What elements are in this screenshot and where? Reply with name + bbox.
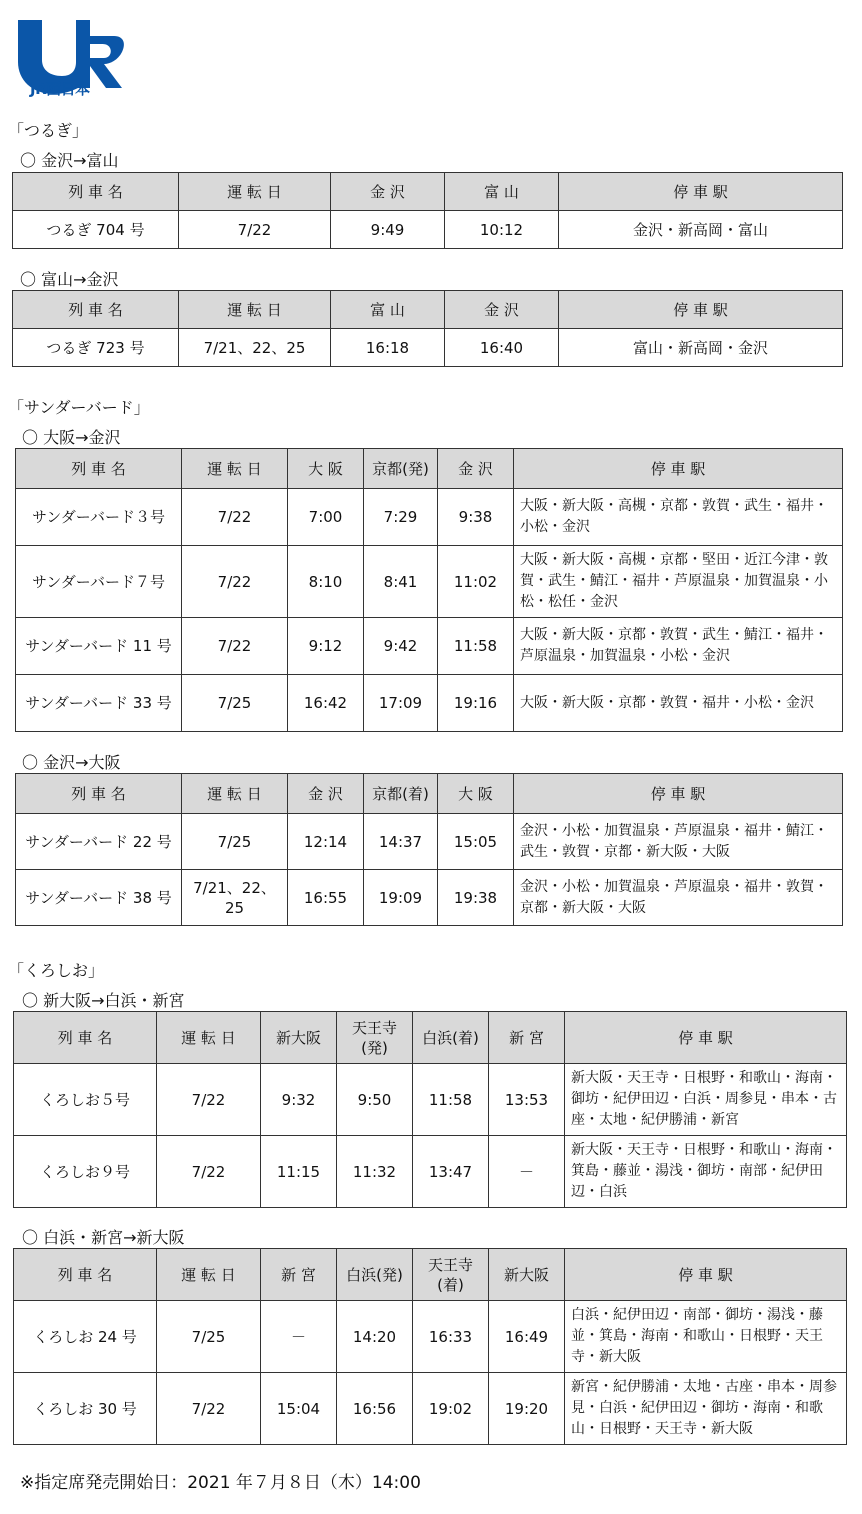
stops: 大阪・新大阪・京都・敦賀・福井・小松・金沢 [514, 675, 843, 732]
stops: 金沢・新高岡・富山 [559, 211, 843, 249]
operation-date: 7/22 [157, 1064, 261, 1136]
train-name: サンダーバード７号 [16, 546, 182, 618]
time: 19:16 [438, 675, 514, 732]
table-row [16, 675, 843, 732]
header-station: 金 沢 [331, 173, 445, 211]
header-operation-date: 運 転 日 [157, 1012, 261, 1064]
table-row [14, 1064, 847, 1136]
time: 11:58 [438, 618, 514, 675]
timetable-tsurugi-toyama-kanazawa [12, 290, 843, 367]
train-name: くろしお 30 号 [14, 1373, 157, 1445]
time: 10:12 [445, 211, 559, 249]
header-train-name: 列 車 名 [13, 291, 179, 329]
header-station: 富 山 [331, 291, 445, 329]
time: 17:09 [364, 675, 438, 732]
header-station: 金 沢 [438, 449, 514, 489]
header-stops: 停 車 駅 [565, 1012, 847, 1064]
operation-date: 7/22 [157, 1373, 261, 1445]
section-title-kuroshio: 「くろしお」 [8, 961, 105, 980]
timetable-thunderbird-kanazawa-osaka [15, 773, 843, 926]
train-name: くろしお９号 [14, 1136, 157, 1208]
time: 9:38 [438, 489, 514, 546]
timetable-thunderbird-osaka-kanazawa [15, 448, 843, 732]
operation-date: 7/25 [157, 1301, 261, 1373]
time: 14:37 [364, 814, 438, 870]
subtitle-toyama-kanazawa: 〇 富山→金沢 [20, 270, 119, 289]
header-station: 天王寺(発) [337, 1012, 413, 1064]
header-station: 大 阪 [288, 449, 364, 489]
time: 16:33 [413, 1301, 489, 1373]
operation-date: 7/22 [157, 1136, 261, 1208]
header-station: 京都(発) [364, 449, 438, 489]
time: 14:20 [337, 1301, 413, 1373]
operation-date: 7/22 [182, 618, 288, 675]
stops: 大阪・新大阪・高槻・京都・敦賀・武生・福井・小松・金沢 [514, 489, 843, 546]
header-station: 金 沢 [288, 774, 364, 814]
section-title-thunderbird: 「サンダーバード」 [8, 398, 150, 417]
train-name: サンダーバード３号 [16, 489, 182, 546]
time: 16:55 [288, 870, 364, 926]
operation-date: 7/22 [182, 489, 288, 546]
stops: 新大阪・天王寺・日根野・和歌山・海南・箕島・藤並・湯浅・御坊・南部・紀伊田辺・白浜 [565, 1136, 847, 1208]
header-station: 白浜(着) [413, 1012, 489, 1064]
table-row [16, 546, 843, 618]
timetable-kuroshio-shirahama-shinosaka [13, 1248, 847, 1445]
header-station: 新大阪 [261, 1012, 337, 1064]
train-name: サンダーバード 11 号 [16, 618, 182, 675]
time: 16:18 [331, 329, 445, 367]
time: － [261, 1301, 337, 1373]
header-station: 京都(着) [364, 774, 438, 814]
operation-date: 7/25 [182, 814, 288, 870]
section-title-tsurugi: 「つるぎ」 [8, 121, 89, 140]
timetable-tsurugi-kanazawa-toyama [12, 172, 843, 249]
header-train-name: 列 車 名 [14, 1249, 157, 1301]
table-row [13, 211, 843, 249]
header-operation-date: 運 転 日 [157, 1249, 261, 1301]
table-row [16, 618, 843, 675]
time: 15:05 [438, 814, 514, 870]
time: 7:29 [364, 489, 438, 546]
time: 19:09 [364, 870, 438, 926]
time: 19:20 [489, 1373, 565, 1445]
subtitle-kanazawa-osaka: 〇 金沢→大阪 [22, 753, 121, 772]
header-stops: 停 車 駅 [514, 449, 843, 489]
time: 7:00 [288, 489, 364, 546]
table-row [16, 870, 843, 926]
header-train-name: 列 車 名 [13, 173, 179, 211]
header-stops: 停 車 駅 [565, 1249, 847, 1301]
time: 16:40 [445, 329, 559, 367]
header-station: 富 山 [445, 173, 559, 211]
table-row [16, 489, 843, 546]
operation-date: 7/21、22、25 [182, 870, 288, 926]
header-train-name: 列 車 名 [14, 1012, 157, 1064]
operation-date: 7/22 [179, 211, 331, 249]
header-station: 大 阪 [438, 774, 514, 814]
header-operation-date: 運 転 日 [179, 291, 331, 329]
operation-date: 7/25 [182, 675, 288, 732]
header-station: 新大阪 [489, 1249, 565, 1301]
stops: 金沢・小松・加賀温泉・芦原温泉・福井・敦賀・京都・新大阪・大阪 [514, 870, 843, 926]
logo-wordmark: JR西日本 [30, 80, 90, 98]
subtitle-kanazawa-toyama: 〇 金沢→富山 [20, 151, 119, 170]
train-name: つるぎ 704 号 [13, 211, 179, 249]
time: 16:42 [288, 675, 364, 732]
reservation-start-note: ※指定席発売開始日：2021 年７月８日（木）14:00 [20, 1473, 421, 1493]
table-row [14, 1136, 847, 1208]
header-operation-date: 運 転 日 [182, 774, 288, 814]
operation-date: 7/21、22、25 [179, 329, 331, 367]
time: 15:04 [261, 1373, 337, 1445]
time: 9:32 [261, 1064, 337, 1136]
header-station: 白浜(発) [337, 1249, 413, 1301]
table-row [16, 814, 843, 870]
train-name: サンダーバード 33 号 [16, 675, 182, 732]
header-train-name: 列 車 名 [16, 774, 182, 814]
train-name: つるぎ 723 号 [13, 329, 179, 367]
time: 11:15 [261, 1136, 337, 1208]
train-name: サンダーバード 22 号 [16, 814, 182, 870]
time: 11:58 [413, 1064, 489, 1136]
time: 16:56 [337, 1373, 413, 1445]
train-name: サンダーバード 38 号 [16, 870, 182, 926]
table-row [14, 1301, 847, 1373]
train-name: くろしお 24 号 [14, 1301, 157, 1373]
timetable-kuroshio-shinosaka-shirahama [13, 1011, 847, 1208]
time: 9:50 [337, 1064, 413, 1136]
time: 9:49 [331, 211, 445, 249]
header-train-name: 列 車 名 [16, 449, 182, 489]
time: 19:38 [438, 870, 514, 926]
stops: 富山・新高岡・金沢 [559, 329, 843, 367]
header-operation-date: 運 転 日 [179, 173, 331, 211]
time: 19:02 [413, 1373, 489, 1445]
time: 8:10 [288, 546, 364, 618]
time: 13:53 [489, 1064, 565, 1136]
header-station: 金 沢 [445, 291, 559, 329]
header-station: 新 宮 [489, 1012, 565, 1064]
stops: 金沢・小松・加賀温泉・芦原温泉・福井・鯖江・武生・敦賀・京都・新大阪・大阪 [514, 814, 843, 870]
time: 12:14 [288, 814, 364, 870]
header-operation-date: 運 転 日 [182, 449, 288, 489]
time: 8:41 [364, 546, 438, 618]
stops: 大阪・新大阪・京都・敦賀・武生・鯖江・福井・芦原温泉・加賀温泉・小松・金沢 [514, 618, 843, 675]
table-row [13, 329, 843, 367]
time: 9:12 [288, 618, 364, 675]
time: 11:32 [337, 1136, 413, 1208]
stops: 白浜・紀伊田辺・南部・御坊・湯浅・藤並・箕島・海南・和歌山・日根野・天王寺・新大阪 [565, 1301, 847, 1373]
train-name: くろしお５号 [14, 1064, 157, 1136]
stops: 新宮・紀伊勝浦・太地・古座・串本・周参見・白浜・紀伊田辺・御坊・海南・和歌山・日根野・天王寺・新大阪 [565, 1373, 847, 1445]
header-stops: 停 車 駅 [559, 291, 843, 329]
header-stops: 停 車 駅 [514, 774, 843, 814]
time: － [489, 1136, 565, 1208]
subtitle-shirahama-shinosaka: 〇 白浜・新宮→新大阪 [22, 1228, 185, 1247]
operation-date: 7/22 [182, 546, 288, 618]
subtitle-shinosaka-shirahama: 〇 新大阪→白浜・新宮 [22, 991, 185, 1010]
header-station: 新 宮 [261, 1249, 337, 1301]
subtitle-osaka-kanazawa: 〇 大阪→金沢 [22, 428, 121, 447]
stops: 新大阪・天王寺・日根野・和歌山・海南・御坊・紀伊田辺・白浜・周参見・串本・古座・太地・紀伊勝浦・新宮 [565, 1064, 847, 1136]
header-stops: 停 車 駅 [559, 173, 843, 211]
time: 11:02 [438, 546, 514, 618]
table-row [14, 1373, 847, 1445]
stops: 大阪・新大阪・高槻・京都・堅田・近江今津・敦賀・武生・鯖江・福井・芦原温泉・加賀温泉・小松・松任・金沢 [514, 546, 843, 618]
header-station: 天王寺(着) [413, 1249, 489, 1301]
time: 16:49 [489, 1301, 565, 1373]
time: 9:42 [364, 618, 438, 675]
time: 13:47 [413, 1136, 489, 1208]
